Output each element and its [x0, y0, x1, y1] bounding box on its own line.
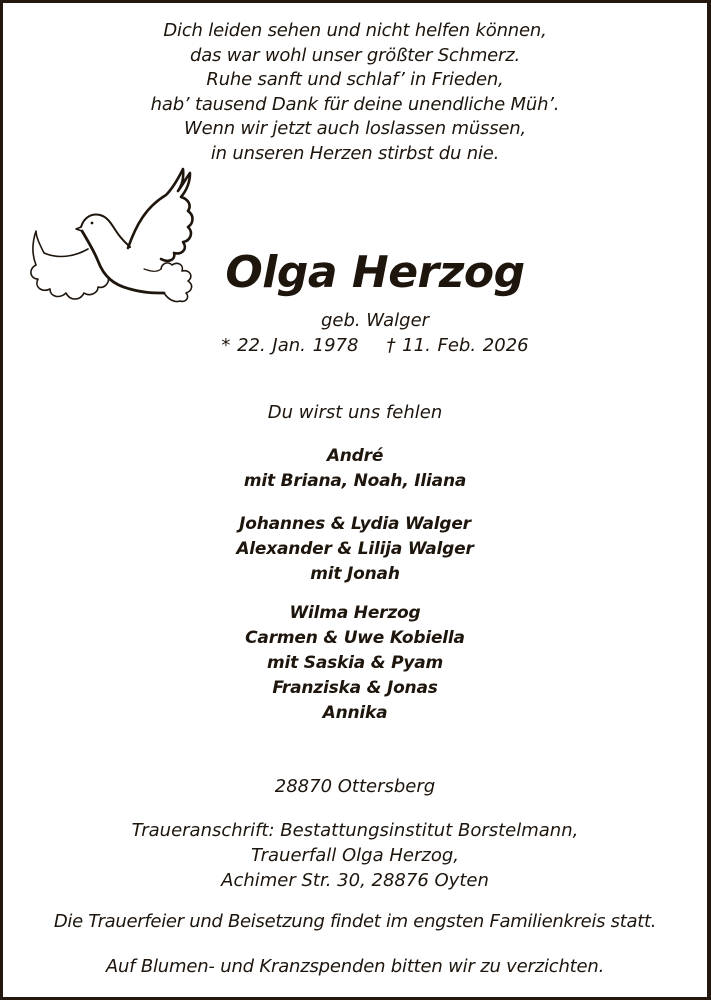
address-line: Trauerfall Olga Herzog, — [251, 845, 459, 866]
life-dates — [43, 334, 707, 358]
mourner-line: Wilma Herzog — [289, 603, 421, 623]
deceased-name: Olga Herzog — [225, 247, 525, 298]
verse-line: Wenn wir jetzt auch loslassen müssen, — [184, 118, 526, 139]
farewell-line: Du wirst uns fehlen — [267, 402, 443, 423]
place-line: 28870 Ottersberg — [274, 776, 436, 797]
verse-line: das war wohl unser größter Schmerz. — [189, 44, 521, 66]
death-date: † 11. Feb. 2026 — [386, 335, 529, 356]
verse-line: Dich leiden sehen und nicht helfen können, — [163, 20, 547, 41]
mourner-group — [3, 512, 707, 587]
address-line: Traueranschrift: Bestattungsinstitut Borstelmann, — [131, 820, 579, 841]
mourner-line: mit Briana, Noah, Iliana — [243, 471, 467, 491]
mourner-line: mit Jonah — [310, 564, 400, 584]
mourner-line: Alexander & Lilija Walger — [236, 539, 474, 559]
mourner-line: Johannes & Lydia Walger — [239, 514, 471, 534]
mourner-line: Franziska & Jonas — [272, 678, 438, 698]
mourner-line: André — [326, 446, 384, 466]
mourner-group — [3, 444, 707, 494]
verse-line: hab’ tausend Dank für deine unendliche Müh’. — [150, 93, 560, 115]
mourner-group — [3, 601, 707, 726]
verse-line: Ruhe sanft und schlaf’ in Frieden, — [206, 69, 504, 90]
memorial-verse — [3, 19, 707, 166]
address-line: Achimer Str. 30, 28876 Oyten — [221, 870, 489, 891]
maiden-name: geb. Walger — [320, 310, 430, 331]
mourner-line: mit Saskia & Pyam — [266, 653, 443, 673]
birth-date: * 22. Jan. 1978 — [221, 335, 359, 356]
ceremony-note: Die Trauerfeier und Beisetzung findet im engsten Familienkreis statt. — [53, 911, 657, 932]
flowers-note: Auf Blumen- und Kranzspenden bitten wir zu verzichten. — [105, 956, 605, 977]
mourner-line: Annika — [322, 703, 388, 723]
mourner-line: Carmen & Uwe Kobiella — [245, 628, 465, 648]
verse-line: in unseren Herzen stirbst du nie. — [210, 142, 500, 164]
mourning-address — [3, 818, 707, 893]
